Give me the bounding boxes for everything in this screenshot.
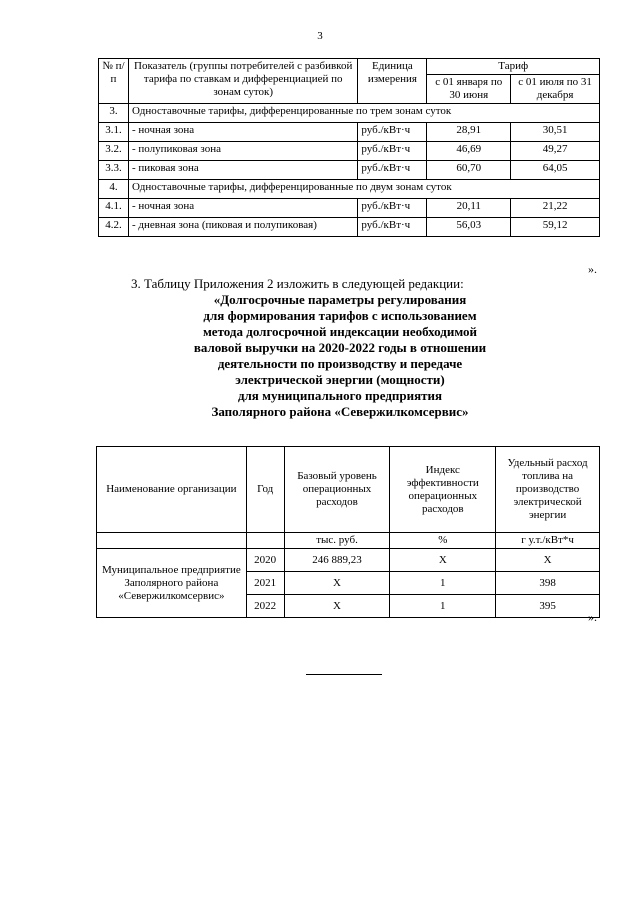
intro-text: 3. Таблицу Приложения 2 изложить в следующей редакции: bbox=[131, 276, 464, 291]
row-num: 4. bbox=[99, 180, 129, 199]
row-num: 3. bbox=[99, 104, 129, 123]
header-tariff: Тариф bbox=[427, 59, 600, 75]
table-row bbox=[97, 549, 600, 572]
row-label: - полупиковая зона bbox=[128, 142, 357, 161]
unit-index: % bbox=[390, 533, 496, 549]
row-unit: руб./кВт·ч bbox=[358, 123, 427, 142]
row-index: 1 bbox=[390, 572, 496, 595]
title-line: валовой выручки на 2020-2022 годы в отношении bbox=[193, 340, 487, 355]
table-row bbox=[99, 161, 600, 180]
row-unit: руб./кВт·ч bbox=[358, 218, 427, 237]
row-base: 246 889,23 bbox=[284, 549, 390, 572]
title-line: деятельности по производству и передаче bbox=[217, 356, 463, 371]
row-num: 3.2. bbox=[99, 142, 129, 161]
row-value-2: 49,27 bbox=[511, 142, 600, 161]
title-line: Заполярного района «Севержилкомсервис» bbox=[211, 404, 469, 419]
title-line: для муниципального предприятия bbox=[237, 388, 443, 403]
row-unit: руб./кВт·ч bbox=[358, 142, 427, 161]
header-indicator: Показатель (группы потребителей с разбивкой тарифа по ставкам и дифференциацией по зонам суток) bbox=[128, 59, 357, 104]
header-year: Год bbox=[246, 447, 284, 533]
params-table bbox=[96, 446, 600, 618]
document-title bbox=[120, 292, 560, 420]
title-line: для формирования тарифов с использованием bbox=[203, 308, 477, 323]
row-base: Х bbox=[284, 572, 390, 595]
header-fuel-consumption: Удельный расход топлива на производство электрической энергии bbox=[496, 447, 600, 533]
row-value-1: 20,11 bbox=[427, 199, 511, 218]
header-period-1: с 01 января по 30 июня bbox=[427, 75, 511, 104]
header-organization: Наименование организации bbox=[97, 447, 247, 533]
row-value-2: 59,12 bbox=[511, 218, 600, 237]
row-label: - пиковая зона bbox=[128, 161, 357, 180]
title-line: «Долгосрочные параметры регулирования bbox=[213, 292, 467, 307]
row-value-2: 30,51 bbox=[511, 123, 600, 142]
row-year: 2021 bbox=[246, 572, 284, 595]
unit-base: тыс. руб. bbox=[284, 533, 390, 549]
row-fuel: 398 bbox=[496, 572, 600, 595]
row-num: 3.1. bbox=[99, 123, 129, 142]
table-row bbox=[99, 142, 600, 161]
row-index: Х bbox=[390, 549, 496, 572]
row-fuel: 395 bbox=[496, 595, 600, 618]
row-label: - ночная зона bbox=[128, 123, 357, 142]
header-efficiency-index: Индекс эффективности операционных расходов bbox=[390, 447, 496, 533]
row-unit: руб./кВт·ч bbox=[358, 161, 427, 180]
row-year: 2022 bbox=[246, 595, 284, 618]
table-row bbox=[99, 180, 600, 199]
divider-line bbox=[306, 674, 382, 675]
closing-quote: ». bbox=[588, 262, 597, 276]
header-num: № п/п bbox=[99, 59, 129, 104]
table-row bbox=[99, 104, 600, 123]
row-value-1: 28,91 bbox=[427, 123, 511, 142]
header-period-2: с 01 июля по 31 декабря bbox=[511, 75, 600, 104]
header-unit: Единица измерения bbox=[358, 59, 427, 104]
row-index: 1 bbox=[390, 595, 496, 618]
title-line: метода долгосрочной индексации необходимой bbox=[202, 324, 478, 339]
row-num: 3.3. bbox=[99, 161, 129, 180]
row-label: - дневная зона (пиковая и полупиковая) bbox=[128, 218, 357, 237]
page-number: 3 bbox=[317, 30, 323, 42]
section-label: Одноставочные тарифы, дифференцированные по двум зонам суток bbox=[128, 180, 599, 199]
row-year: 2020 bbox=[246, 549, 284, 572]
closing-quote: ». bbox=[588, 610, 597, 624]
row-value-2: 21,22 bbox=[511, 199, 600, 218]
organization-name: Муниципальное предприятие Заполярного района «Севержилкомсервис» bbox=[97, 549, 247, 618]
row-value-2: 64,05 bbox=[511, 161, 600, 180]
row-value-1: 56,03 bbox=[427, 218, 511, 237]
table-row bbox=[99, 123, 600, 142]
table-row bbox=[99, 199, 600, 218]
row-fuel: Х bbox=[496, 549, 600, 572]
row-unit: руб./кВт·ч bbox=[358, 199, 427, 218]
unit-fuel: г у.т./кВт*ч bbox=[496, 533, 600, 549]
row-num: 4.1. bbox=[99, 199, 129, 218]
row-base: Х bbox=[284, 595, 390, 618]
tariff-table bbox=[98, 58, 600, 237]
table-row bbox=[99, 218, 600, 237]
section-label: Одноставочные тарифы, дифференцированные по трем зонам суток bbox=[128, 104, 599, 123]
units-empty bbox=[97, 533, 247, 549]
row-value-1: 60,70 bbox=[427, 161, 511, 180]
title-line: электрической энергии (мощности) bbox=[235, 372, 445, 387]
row-num: 4.2. bbox=[99, 218, 129, 237]
row-label: - ночная зона bbox=[128, 199, 357, 218]
header-base-costs: Базовый уровень операционных расходов bbox=[284, 447, 390, 533]
units-empty bbox=[246, 533, 284, 549]
row-value-1: 46,69 bbox=[427, 142, 511, 161]
